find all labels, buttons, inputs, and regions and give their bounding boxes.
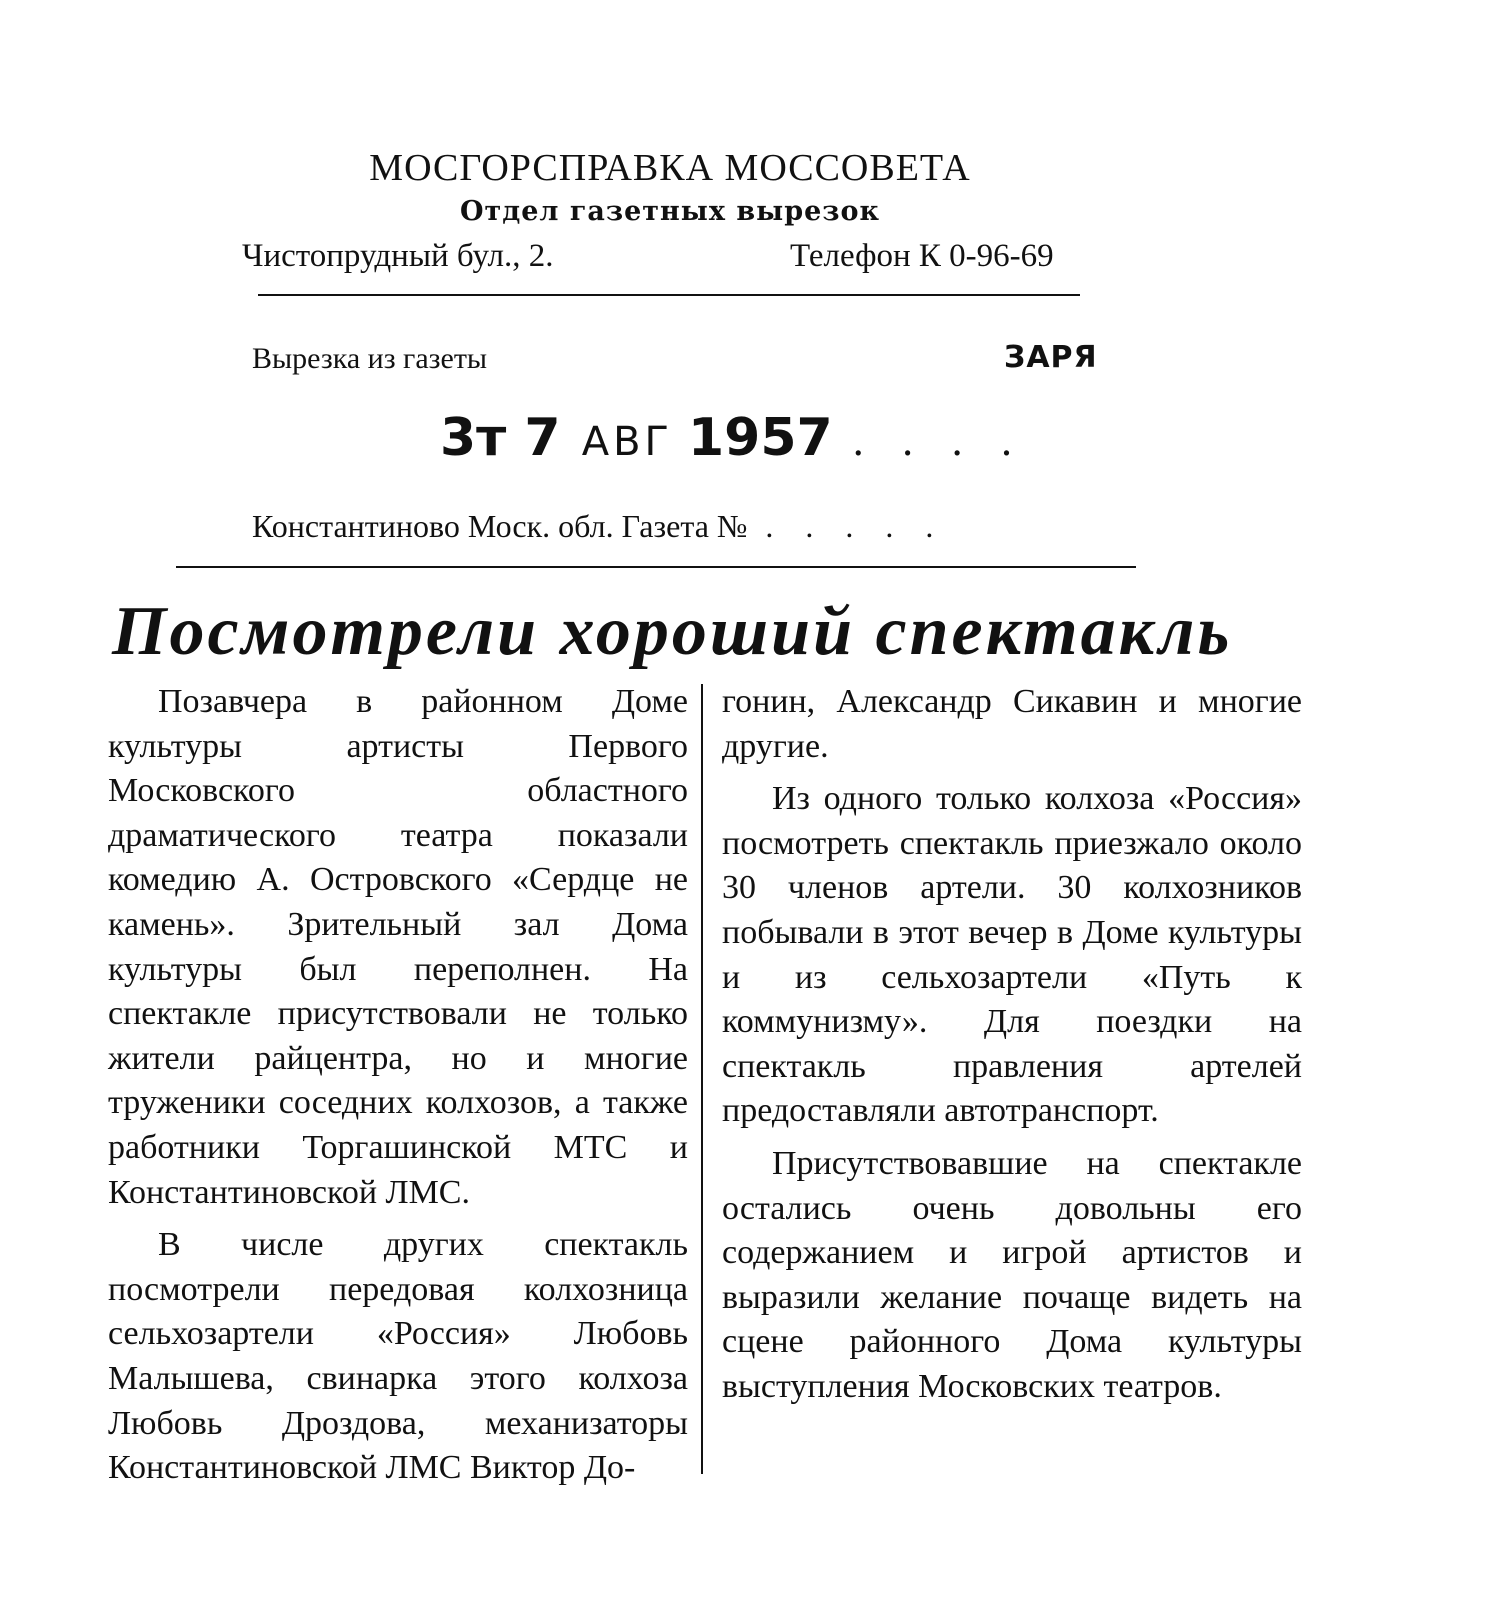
agency-address: Чистопрудный бул., 2.	[242, 238, 554, 274]
date-day: 3т 7	[440, 408, 561, 468]
clipping-divider	[176, 566, 1136, 568]
newspaper-name: ЗАРЯ	[1004, 340, 1098, 375]
issue-number-dots: . . . . .	[765, 508, 946, 544]
place-text: Константиново Моск. обл. Газета №	[252, 508, 748, 544]
column-divider	[701, 684, 703, 1474]
agency-phone: Телефон К 0-96-69	[790, 238, 1054, 274]
place-line	[252, 508, 945, 545]
article-paragraph: Из одного только колхоза «Россия» посмотреть спектакль приезжало около 30 членов артели. 30 колхозников побывали в этот вечер в Доме культуры и из сельхозартели «Путь к коммунизму». Для поездки на спектакль правления артелей предоставляли автотранспорт.	[722, 780, 1302, 1130]
article-paragraph: Присутствовавшие на спектакле остались очень довольны его содержанием и игрой артистов и выразили желание почаще видеть на сцене районного Дома культуры выступления Московских театров.	[722, 1144, 1302, 1405]
article-paragraph: Позавчера в районном Доме культуры артисты Первого Московского областного драматического театра показали комедию А. Островского «Сердце не камень». Зрительный зал Дома культуры был переполнен. На спектакле присутствовали не только жители райцентра, но и многие труженики соседних колхозов, а также работники Торгашинской МТС и Константиновской ЛМС.	[108, 683, 688, 1211]
article-column-left	[108, 680, 688, 1491]
date-stamp	[440, 408, 1025, 468]
agency-name: МОСГОРСПРАВКА МОССОВЕТА	[369, 147, 971, 189]
article-column-right	[722, 680, 1302, 1410]
header-divider	[258, 294, 1080, 296]
article-paragraph: гонин, Александр Сикавин и многие другие.	[722, 683, 1302, 765]
department-name: Отдел газетных вырезок	[460, 196, 880, 227]
clipping-label: Вырезка из газеты	[252, 342, 488, 375]
article-paragraph: В числе других спектакль посмотрели передовая колхозница сельхозартели «Россия» Любовь Малышева, свинарка этого колхоза Любовь Дроздова, механизаторы Константиновской ЛМС Виктор До-	[108, 1226, 688, 1487]
article-headline: Посмотрели хороший спектакль	[112, 593, 1233, 670]
date-month: АВГ	[581, 419, 673, 465]
date-fill-dots: . . . .	[851, 419, 1025, 465]
date-year: 1957	[688, 408, 833, 468]
